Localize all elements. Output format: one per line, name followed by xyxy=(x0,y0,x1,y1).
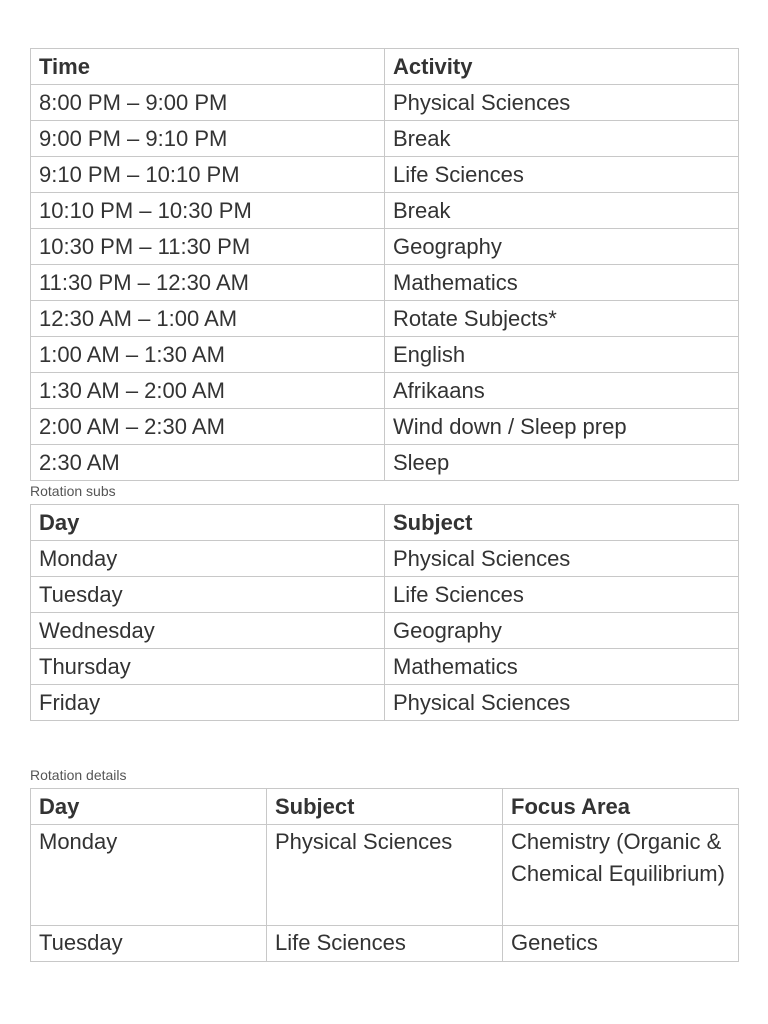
activity-cell: Afrikaans xyxy=(385,373,739,409)
header-subject: Subject xyxy=(385,505,739,541)
activity-cell: Life Sciences xyxy=(385,157,739,193)
rotation-details-caption: Rotation details xyxy=(30,767,127,783)
table-row xyxy=(31,373,739,409)
time-cell: 10:30 PM – 11:30 PM xyxy=(31,229,385,265)
table-row xyxy=(31,301,739,337)
rotation-subs-table xyxy=(30,504,739,721)
focus-area-cell: Genetics xyxy=(503,926,739,962)
time-cell: 8:00 PM – 9:00 PM xyxy=(31,85,385,121)
activity-cell: English xyxy=(385,337,739,373)
activity-cell: Rotate Subjects* xyxy=(385,301,739,337)
rotation-subs-caption: Rotation subs xyxy=(30,483,116,499)
time-cell: 2:30 AM xyxy=(31,445,385,481)
table-row xyxy=(31,577,739,613)
time-cell: 1:30 AM – 2:00 AM xyxy=(31,373,385,409)
time-cell: 1:00 AM – 1:30 AM xyxy=(31,337,385,373)
subject-cell: Physical Sciences xyxy=(385,541,739,577)
table-row xyxy=(31,193,739,229)
subject-cell: Mathematics xyxy=(385,649,739,685)
day-cell: Monday xyxy=(31,541,385,577)
table-row xyxy=(31,685,739,721)
focus-area-cell: Chemistry (Organic & Chemical Equilibrium) xyxy=(503,825,739,926)
table-header-row xyxy=(31,789,739,825)
table-header-row xyxy=(31,49,739,85)
table-row xyxy=(31,613,739,649)
table-row xyxy=(31,649,739,685)
table-row xyxy=(31,541,739,577)
activity-cell: Physical Sciences xyxy=(385,85,739,121)
header-day: Day xyxy=(31,505,385,541)
time-cell: 9:00 PM – 9:10 PM xyxy=(31,121,385,157)
table-row xyxy=(31,409,739,445)
header-day: Day xyxy=(31,789,267,825)
day-cell: Thursday xyxy=(31,649,385,685)
activity-cell: Break xyxy=(385,121,739,157)
time-cell: 9:10 PM – 10:10 PM xyxy=(31,157,385,193)
subject-cell: Life Sciences xyxy=(267,926,503,962)
header-focus-area: Focus Area xyxy=(503,789,739,825)
time-cell: 11:30 PM – 12:30 AM xyxy=(31,265,385,301)
header-time: Time xyxy=(31,49,385,85)
time-cell: 2:00 AM – 2:30 AM xyxy=(31,409,385,445)
activity-cell: Sleep xyxy=(385,445,739,481)
day-cell: Wednesday xyxy=(31,613,385,649)
subject-cell: Physical Sciences xyxy=(385,685,739,721)
table-row xyxy=(31,445,739,481)
day-cell: Friday xyxy=(31,685,385,721)
activity-cell: Mathematics xyxy=(385,265,739,301)
header-subject: Subject xyxy=(267,789,503,825)
activity-cell: Wind down / Sleep prep xyxy=(385,409,739,445)
table-row xyxy=(31,157,739,193)
activity-cell: Geography xyxy=(385,229,739,265)
time-cell: 12:30 AM – 1:00 AM xyxy=(31,301,385,337)
day-cell: Monday xyxy=(31,825,267,926)
subject-cell: Life Sciences xyxy=(385,577,739,613)
subject-cell: Physical Sciences xyxy=(267,825,503,926)
table-row xyxy=(31,85,739,121)
table-row xyxy=(31,825,739,926)
activity-cell: Break xyxy=(385,193,739,229)
table-header-row xyxy=(31,505,739,541)
schedule-table xyxy=(30,48,739,481)
header-activity: Activity xyxy=(385,49,739,85)
table-row xyxy=(31,926,739,962)
table-row xyxy=(31,121,739,157)
rotation-details-table xyxy=(30,788,739,962)
subject-cell: Geography xyxy=(385,613,739,649)
day-cell: Tuesday xyxy=(31,577,385,613)
table-row xyxy=(31,265,739,301)
day-cell: Tuesday xyxy=(31,926,267,962)
table-row xyxy=(31,337,739,373)
table-row xyxy=(31,229,739,265)
time-cell: 10:10 PM – 10:30 PM xyxy=(31,193,385,229)
